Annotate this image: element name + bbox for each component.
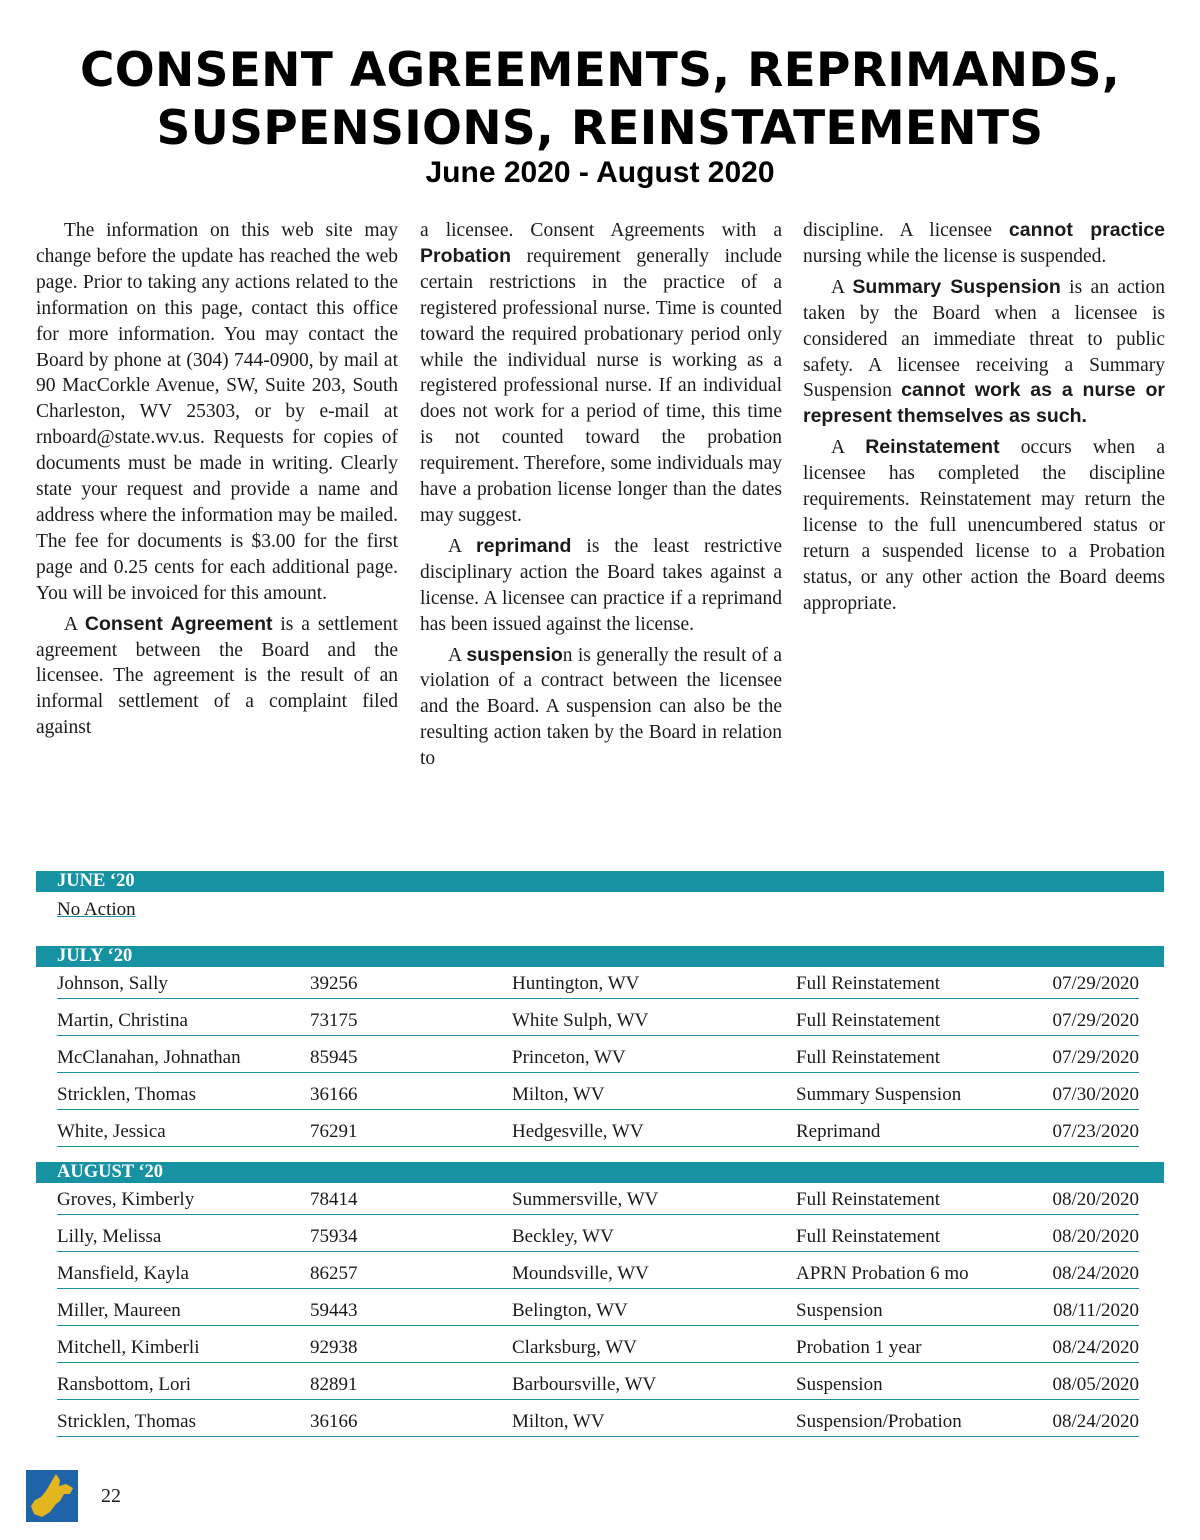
table-row	[57, 1225, 1139, 1252]
action-date: 07/29/2020	[1052, 1047, 1139, 1068]
action-date: 08/05/2020	[1052, 1374, 1139, 1395]
license-number: 36166	[310, 1084, 358, 1105]
title-line-1: CONSENT AGREEMENTS, REPRIMANDS,	[79, 43, 1121, 98]
table-row	[57, 1299, 1139, 1326]
term-summary-suspension: Summary Suspension	[852, 275, 1061, 298]
section-header-july: JULY ‘20	[36, 946, 1164, 967]
action-date: 08/24/2020	[1052, 1337, 1139, 1358]
table-row	[57, 1188, 1139, 1215]
licensee-city: White Sulph, WV	[512, 1010, 649, 1031]
licensee-name: Lilly, Melissa	[57, 1226, 162, 1247]
term-cannot-work: cannot work as a nurse or represent themselves as such.	[803, 379, 1165, 428]
term-reinstatement: Reinstatement	[865, 436, 1000, 459]
license-number: 59443	[310, 1300, 358, 1321]
table-row	[57, 1120, 1139, 1147]
license-number: 75934	[310, 1226, 358, 1247]
table-row	[57, 1046, 1139, 1073]
license-number: 73175	[310, 1010, 358, 1031]
term-suspension: suspensio	[466, 643, 563, 666]
disciplinary-action: Reprimand	[796, 1121, 881, 1142]
text-column-1	[36, 218, 398, 746]
license-number: 78414	[310, 1189, 358, 1210]
table-row	[57, 1083, 1139, 1110]
licensee-name: McClanahan, Johnathan	[57, 1047, 241, 1068]
licensee-city: Clarksburg, WV	[512, 1337, 637, 1358]
section-header-august: AUGUST ‘20	[36, 1162, 1164, 1183]
disciplinary-action: APRN Probation 6 mo	[796, 1263, 969, 1284]
licensee-city: Hedgesville, WV	[512, 1121, 644, 1142]
paragraph-reinstatement: A Reinstatement occurs when a licensee has completed the discipline requirements. Reinstatement may return the license to the full unencumbered status or return a suspended license to a Probation status, or any other action the Board deems appropriate.	[803, 436, 1165, 614]
action-date: 07/29/2020	[1052, 973, 1139, 994]
west-virginia-icon	[26, 1470, 78, 1522]
licensee-city: Barboursville, WV	[512, 1374, 657, 1395]
section-header-june: JUNE ‘20	[36, 871, 1164, 892]
licensee-name: Johnson, Sally	[57, 973, 168, 994]
action-date: 07/30/2020	[1052, 1084, 1139, 1105]
disciplinary-action: Suspension/Probation	[796, 1411, 962, 1432]
action-date: 08/11/2020	[1053, 1300, 1139, 1321]
action-date: 08/20/2020	[1052, 1189, 1139, 1210]
term-consent-agreement: Consent Agreement	[84, 612, 273, 635]
licensee-name: Stricklen, Thomas	[57, 1084, 196, 1105]
paragraph-discipline: discipline. A licensee cannot practice nursing while the license is suspended.	[803, 219, 1165, 267]
page-title	[0, 42, 1200, 158]
table-row	[57, 1009, 1139, 1036]
disciplinary-action: Full Reinstatement	[796, 973, 941, 994]
disciplinary-action: Full Reinstatement	[796, 1189, 941, 1210]
paragraph-summary-suspension: A Summary Suspension is an action taken by the Board when a licensee is considered an immediate threat to public safety. A licensee receiving a Summary Suspension cannot work as a nurse or represent themselves as such.	[803, 275, 1165, 428]
page-number: 22	[101, 1485, 121, 1507]
term-probation: Probation	[420, 244, 511, 267]
license-number: 82891	[310, 1374, 358, 1395]
license-number: 39256	[310, 973, 358, 994]
term-reprimand: reprimand	[476, 534, 572, 557]
licensee-name: Mansfield, Kayla	[57, 1263, 189, 1284]
page-subtitle: June 2020 - August 2020	[425, 156, 775, 189]
paragraph-consent-agreement: A Consent Agreement is a settlement agreement between the Board and the licensee. The agreement is the result of an informal settlement of a complaint filed against	[36, 612, 398, 739]
disciplinary-action: Probation 1 year	[796, 1337, 922, 1358]
disciplinary-action: Summary Suspension	[796, 1084, 962, 1105]
disciplinary-action: Suspension	[796, 1300, 883, 1321]
license-number: 86257	[310, 1263, 358, 1284]
text-column-2	[420, 218, 782, 777]
licensee-name: Groves, Kimberly	[57, 1189, 195, 1210]
licensee-name: Martin, Christina	[57, 1010, 188, 1031]
table-row	[57, 1262, 1139, 1289]
licensee-city: Beckley, WV	[512, 1226, 614, 1247]
table-row	[57, 1373, 1139, 1400]
licensee-name: Miller, Maureen	[57, 1300, 181, 1321]
licensee-city: Milton, WV	[512, 1084, 605, 1105]
license-number: 85945	[310, 1047, 358, 1068]
disciplinary-action: Suspension	[796, 1374, 883, 1395]
disciplinary-action: Full Reinstatement	[796, 1010, 941, 1031]
license-number: 76291	[310, 1121, 358, 1142]
table-row	[57, 972, 1139, 999]
term-cannot-practice: cannot practice	[1008, 219, 1165, 241]
paragraph-contact-info: The information on this web site may change before the update has reached the web page. Prior to taking any actions related to the information on this page, contact this office for more information. You may contact the Board by phone at (304) 744-0900, by mail at 90 MacCorkle Avenue, SW, Suite 203, South Charleston, WV 25303, or by e-mail at rnboard@state.wv.us. Requests for copies of documents must be made in writing. Clearly state your request and provide a name and address where the information may be mailed. The fee for documents is $3.00 for the first page and 0.25 cents for each additional page. You will be invoiced for this amount.	[36, 220, 398, 604]
paragraph-suspension: A suspension is generally the result of a violation of a contract between the licensee and the Board. A suspension can also be the resulting action taken by the Board in relation to	[420, 643, 782, 770]
title-line-2: SUSPENSIONS, REINSTATEMENTS	[156, 101, 1044, 156]
license-number: 36166	[310, 1411, 358, 1432]
disciplinary-action: Full Reinstatement	[796, 1047, 941, 1068]
licensee-city: Huntington, WV	[512, 973, 640, 994]
paragraph-probation: a licensee. Consent Agreements with a Probation requirement generally include certain restrictions in the practice of a registered professional nurse. Time is counted toward the required probationary period only while the individual nurse is working as a registered professional nurse. If an individual does not work for a period of time, this time is not counted toward the probation requirement. Therefore, some individuals may have a probation license longer than the dates may suggest.	[420, 220, 782, 526]
licensee-city: Princeton, WV	[512, 1047, 626, 1068]
june-no-action: No Action	[57, 899, 136, 920]
licensee-name: Mitchell, Kimberli	[57, 1337, 200, 1358]
text-column-3	[803, 218, 1165, 622]
licensee-city: Belington, WV	[512, 1300, 628, 1321]
table-row	[57, 1410, 1139, 1437]
action-date: 07/23/2020	[1052, 1121, 1139, 1142]
action-date: 07/29/2020	[1052, 1010, 1139, 1031]
licensee-name: White, Jessica	[57, 1121, 166, 1142]
licensee-name: Stricklen, Thomas	[57, 1411, 196, 1432]
license-number: 92938	[310, 1337, 358, 1358]
licensee-city: Moundsville, WV	[512, 1263, 649, 1284]
action-date: 08/24/2020	[1052, 1411, 1139, 1432]
disciplinary-action: Full Reinstatement	[796, 1226, 941, 1247]
paragraph-reprimand: A reprimand is the least restrictive disciplinary action the Board takes against a license. A licensee can practice if a reprimand has been issued against the license.	[420, 534, 782, 635]
action-date: 08/24/2020	[1052, 1263, 1139, 1284]
action-date: 08/20/2020	[1052, 1226, 1139, 1247]
licensee-name: Ransbottom, Lori	[57, 1374, 192, 1395]
licensee-city: Milton, WV	[512, 1411, 605, 1432]
licensee-city: Summersville, WV	[512, 1189, 659, 1210]
table-row	[57, 1336, 1139, 1363]
